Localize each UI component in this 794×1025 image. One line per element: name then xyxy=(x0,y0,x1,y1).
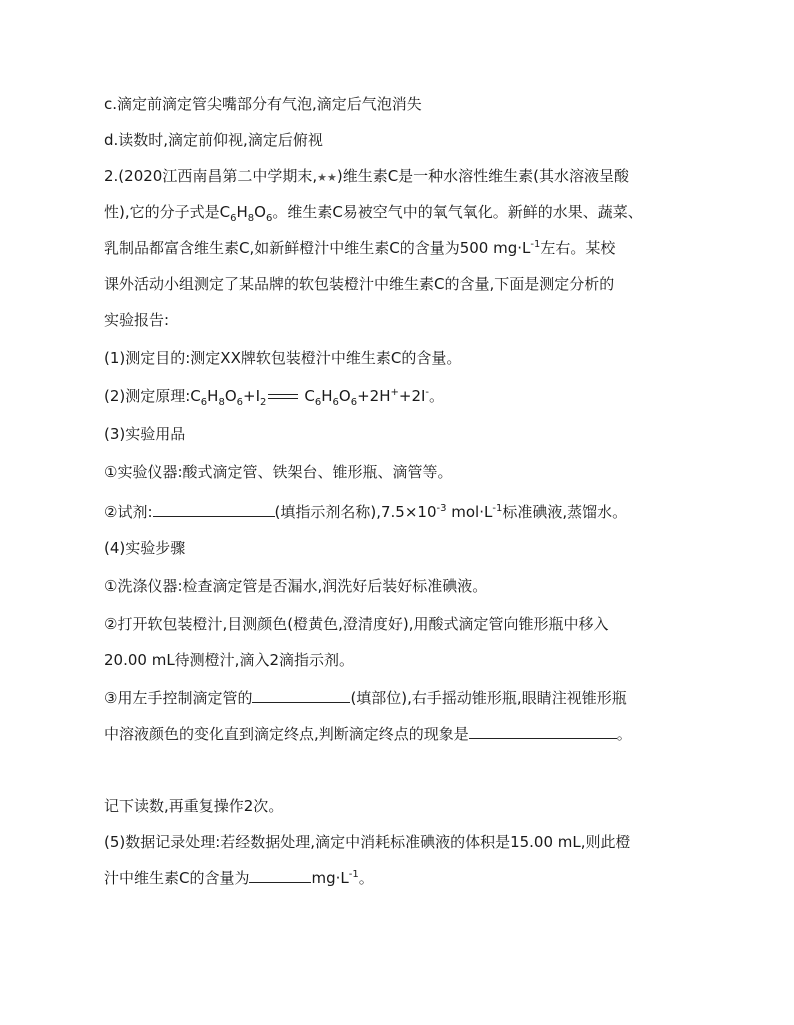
answer-blank[interactable] xyxy=(249,866,311,883)
text: 乳制品都富含维生素C,如新鲜橙汁中维生素C的含量为500 mg·L xyxy=(104,239,531,257)
subscript: 6 xyxy=(332,397,339,408)
text: 。 xyxy=(616,725,632,743)
content-line: (5)数据记录处理:若经数据处理,滴定中消耗标准碘液的体积是15.00 mL,则此橙 xyxy=(104,833,631,851)
text: 。 xyxy=(358,869,374,887)
result-line xyxy=(104,866,374,888)
text: 汁中维生素C的含量为 xyxy=(104,869,250,887)
answer-blank[interactable] xyxy=(153,500,275,517)
option-d: d.读数时,滴定前仰视,滴定后俯视 xyxy=(104,131,323,149)
subscript: 8 xyxy=(218,397,225,408)
question-source: 2.(2020江西南昌第二中学期末, xyxy=(104,167,318,185)
superscript: -1 xyxy=(530,239,541,250)
difficulty-star-icon: ★★ xyxy=(317,171,337,184)
text: 左右。某校 xyxy=(540,239,616,257)
content-line: 课外活动小组测定了某品牌的软包装橙汁中维生素C的含量,下面是测定分析的 xyxy=(104,275,615,293)
text: 中溶液颜色的变化直到滴定终点,判断滴定终点的现象是 xyxy=(104,725,469,743)
text: 。 xyxy=(429,387,445,405)
text: H xyxy=(236,203,248,221)
subscript: 8 xyxy=(247,213,255,224)
content-line: 记下读数,再重复操作2次。 xyxy=(104,797,284,815)
text: +2H xyxy=(357,387,391,405)
superscript: + xyxy=(390,387,399,398)
text: ③用左手控制滴定管的 xyxy=(104,689,253,707)
text: 标准碘液,蒸馏水。 xyxy=(502,503,628,521)
text: O xyxy=(338,387,351,405)
content-line: ②打开软包装橙汁,目测颜色(橙黄色,澄清度好),用酸式滴定管向锥形瓶中移入 xyxy=(104,615,609,633)
step-3-line xyxy=(104,686,627,708)
formula-line xyxy=(104,202,643,222)
question-intro: )维生素C是一种水溶性维生素(其水溶液呈酸 xyxy=(336,167,630,185)
endpoint-line xyxy=(104,722,632,744)
subscript: 6 xyxy=(314,397,322,408)
text: ②试剂: xyxy=(104,503,153,521)
text: +I xyxy=(243,387,260,405)
subscript: 2 xyxy=(260,397,267,408)
option-c: c.滴定前滴定管尖嘴部分有气泡,滴定后气泡消失 xyxy=(104,95,422,113)
text: O xyxy=(254,203,266,221)
section-heading: (3)实验用品 xyxy=(104,425,186,443)
text: H xyxy=(207,387,219,405)
text: 性),它的分子式是C xyxy=(104,203,231,221)
text: O xyxy=(224,387,237,405)
answer-blank[interactable] xyxy=(469,722,617,739)
text: mol·L xyxy=(446,503,493,521)
content-line: ①实验仪器:酸式滴定管、铁架台、锥形瓶、滴管等。 xyxy=(104,463,453,481)
content-line: 实验报告: xyxy=(104,311,170,329)
superscript: -1 xyxy=(348,869,359,880)
section-heading: (4)实验步骤 xyxy=(104,539,186,557)
text: +2I xyxy=(398,387,426,405)
principle-equation xyxy=(104,386,444,406)
subscript: 6 xyxy=(236,397,243,408)
subscript: 6 xyxy=(230,213,237,224)
text: C xyxy=(304,387,315,405)
answer-blank[interactable] xyxy=(252,686,350,703)
reagent-line xyxy=(104,500,627,522)
text: 。维生素C易被空气中的氧气氧化。新鲜的水果、蔬菜、 xyxy=(272,203,643,221)
content-line: ①洗涤仪器:检查滴定管是否漏水,润洗好后装好标准碘液。 xyxy=(104,577,488,595)
content-line: 20.00 mL待测橙汁,滴入2滴指示剂。 xyxy=(104,651,354,669)
equals-sign-icon xyxy=(268,394,298,399)
subscript: 6 xyxy=(200,397,208,408)
text: H xyxy=(321,387,333,405)
text: mg·L xyxy=(311,869,349,887)
superscript: -1 xyxy=(492,503,503,514)
text: (填部位),右手摇动锥形瓶,眼睛注视锥形瓶 xyxy=(350,689,627,707)
subscript: 6 xyxy=(350,397,358,408)
superscript: - xyxy=(425,387,430,398)
content-line xyxy=(104,238,615,258)
text: (填指示剂名称),7.5×10 xyxy=(274,503,437,521)
purpose-line: (1)测定目的:测定XX牌软包装橙汁中维生素C的含量。 xyxy=(104,349,462,367)
question-2-header xyxy=(104,166,629,188)
superscript: -3 xyxy=(436,503,447,514)
subscript: 6 xyxy=(265,213,273,224)
text: (2)测定原理:C xyxy=(104,387,201,405)
